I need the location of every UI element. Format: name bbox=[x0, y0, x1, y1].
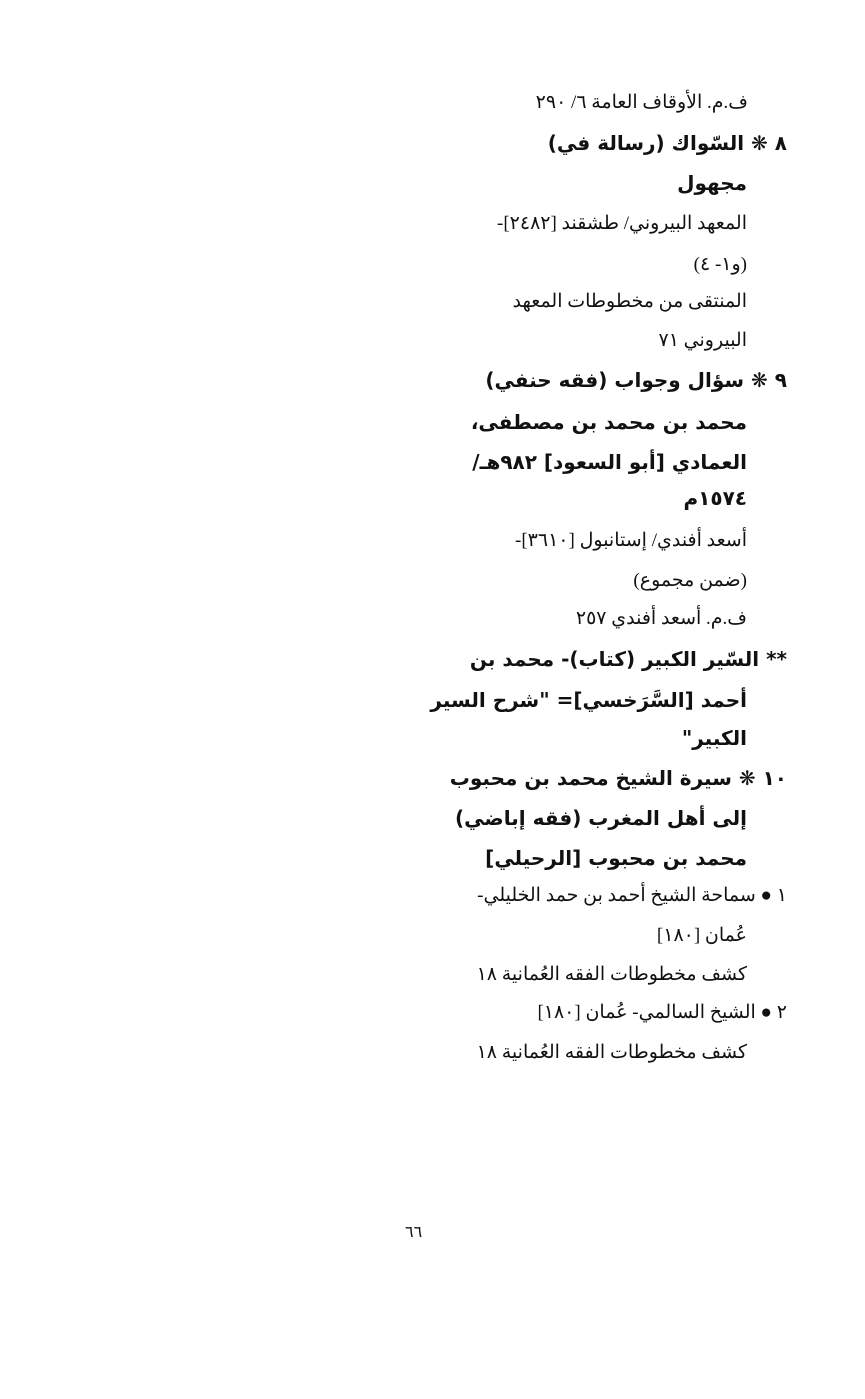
entry-author: محمد بن محمد بن مصطفى، bbox=[470, 410, 747, 434]
entry-heading: ** السّير الكبير (كتاب)- محمد بن bbox=[469, 647, 787, 671]
text-line: كشف مخطوطات الفقه العُمانية ١٨ bbox=[476, 1042, 747, 1063]
text-line: (ضمن مجموع) bbox=[633, 570, 747, 591]
text-line: (و١- ٤) bbox=[693, 254, 747, 275]
entry-author: محمد بن محبوب [الرحيلي] bbox=[485, 846, 747, 870]
entry-author: مجهول bbox=[677, 171, 747, 195]
entry-heading: إلى أهل المغرب (فقه إباضي) bbox=[455, 806, 747, 830]
text-line: المعهد البيروني/ طشقند [٢٤٨٢]- bbox=[497, 213, 747, 234]
entry-heading: ١٠ ❋ سيرة الشيخ محمد بن محبوب bbox=[449, 766, 787, 790]
entry-heading: أحمد [السَّرَخسي]= "شرح السير bbox=[430, 688, 747, 712]
text-line: ف.م. أسعد أفندي ٢٥٧ bbox=[575, 608, 747, 629]
text-line: أسعد أفندي/ إستانبول [٣٦١٠]- bbox=[515, 530, 747, 551]
entry-author: ١٥٧٤م bbox=[683, 486, 747, 510]
entry-heading: الكبير" bbox=[681, 726, 747, 750]
text-line: المنتقى من مخطوطات المعهد bbox=[512, 291, 747, 312]
text-line: ف.م. الأوقاف العامة ٦/ ٢٩٠ bbox=[535, 92, 748, 113]
entry-heading: ٩ ❋ سؤال وجواب (فقه حنفي) bbox=[485, 368, 787, 392]
list-item: ١ ● سماحة الشيخ أحمد بن حمد الخليلي- bbox=[477, 885, 787, 906]
page-number: ٦٦ bbox=[405, 1222, 423, 1241]
text-line: عُمان [١٨٠] bbox=[656, 925, 747, 946]
list-item: ٢ ● الشيخ السالمي- عُمان [١٨٠] bbox=[537, 1002, 787, 1023]
entry-author: العمادي [أبو السعود] ٩٨٢هـ/ bbox=[472, 450, 747, 474]
text-line: كشف مخطوطات الفقه العُمانية ١٨ bbox=[476, 964, 747, 985]
entry-heading: ٨ ❋ السّواك (رسالة في) bbox=[547, 131, 787, 155]
text-line: البيروني ٧١ bbox=[658, 330, 747, 351]
